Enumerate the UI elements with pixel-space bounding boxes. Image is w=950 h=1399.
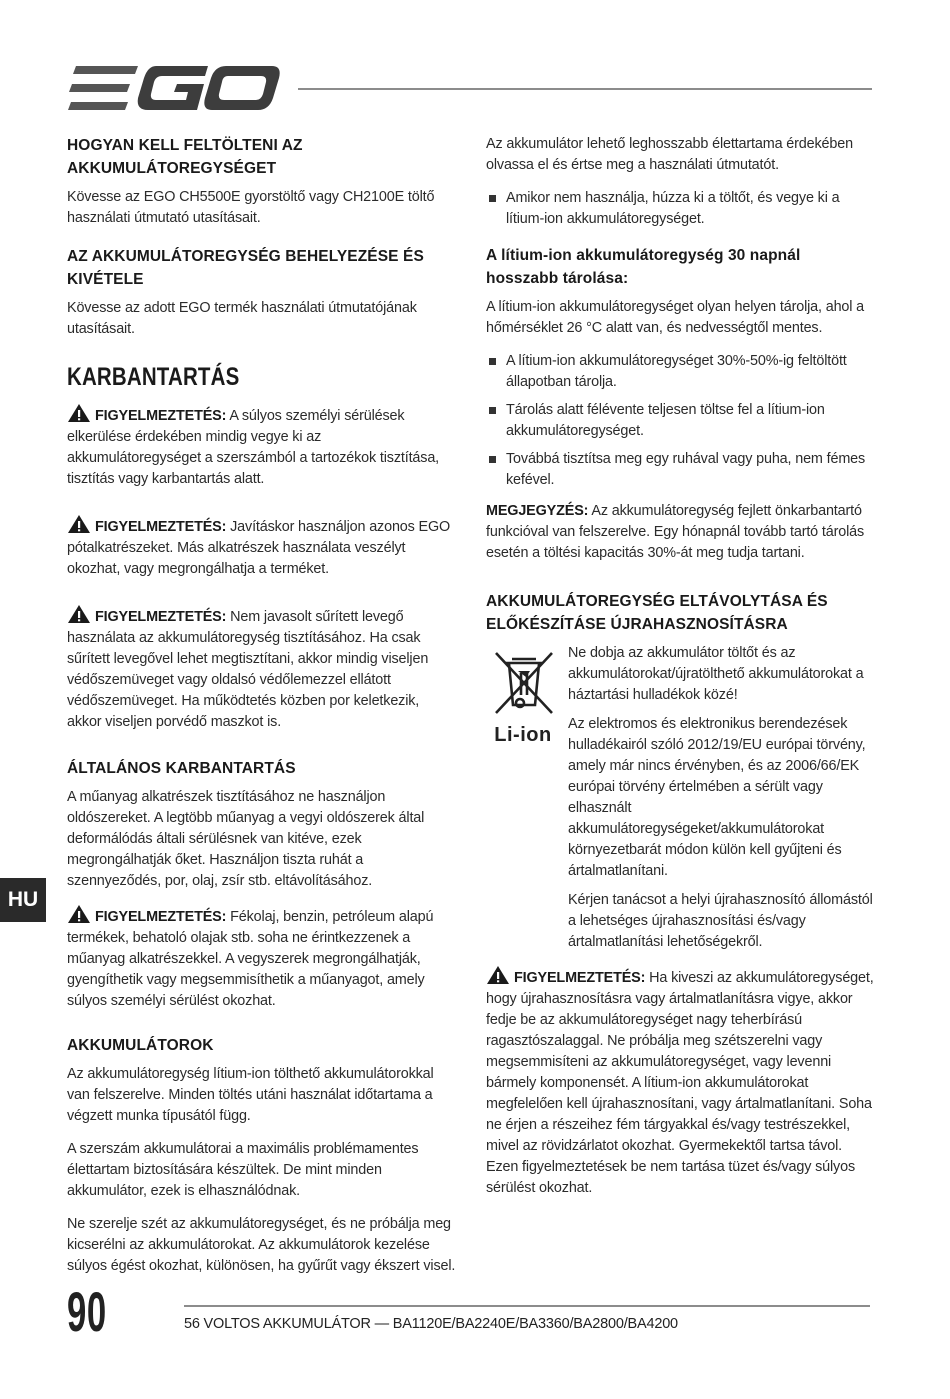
bullet-square-icon	[489, 358, 496, 365]
warning-2	[67, 514, 457, 580]
warning-4-text: Fékolaj, benzin, petróleum alapú termékek, behatoló olajak stb. soha ne érintkezzenek a műanyag alkatrészekkel. A vegyszerek megrongálhatják, gyengíthetik vagy megsemmisíthetik a műanyagot, amely súlyos személyi sérülést okozhat.	[67, 909, 434, 1009]
warning-icon	[67, 904, 91, 924]
list-item	[486, 400, 876, 442]
batteries-text-1: Az akkumulátoregység lítium-ion tölthető akkumulátorokkal van felszerelve. Minden töltés utáni használat időtartama a végzett munka típusától függ.	[67, 1066, 434, 1124]
storage-text: A lítium-ion akkumulátoregységet olyan helyen tárolja, ahol a hőmérséklet 26 °C alatt van, és nedvességtől mentes.	[486, 299, 865, 336]
warning-icon	[486, 965, 510, 985]
recycling-text	[568, 643, 876, 953]
warning-label: FIGYELMEZTETÉS:	[95, 609, 227, 625]
batteries-text-3: Ne szerelje szét az akkumulátoregységet, és ne próbálja meg kicserélni az akkumulátorokat. Az akkumulátorok kezelése súlyos égést okozhat, különösen, ha gyűrűt vagy ékszert visel.	[67, 1216, 456, 1274]
recycling-heading: AKKUMULÁTOREGYSÉG ELTÁVOLYTÁSA ÉS ELŐKÉSZÍTÁSE ÚJRAHASZNOSÍTÁSRA	[486, 593, 828, 633]
header-rule	[298, 88, 872, 90]
warning-label: FIGYELMEZTETÉS:	[95, 408, 227, 424]
warning-icon	[67, 403, 91, 423]
list-item-text: Tárolás alatt félévente teljesen töltse fel a lítium-ion akkumulátoregységet.	[506, 402, 825, 439]
warning-label: FIGYELMEZTETÉS:	[514, 970, 646, 986]
warning-1	[67, 403, 457, 490]
crossed-out-bin-icon	[486, 645, 560, 717]
ego-logo	[68, 66, 280, 110]
right-column	[486, 134, 876, 1211]
bullet-list-1	[486, 188, 876, 230]
page-number: 90	[67, 1280, 107, 1343]
note	[486, 501, 876, 564]
maintenance-title: KARBANTARTÁS	[67, 363, 240, 391]
recycling-text-3: Kérjen tanácsot a helyi újrahasznosító állomástól a lehetséges újrahasznosítási és/vagy ártalmatlanítási lehetőségekről.	[568, 892, 873, 950]
warning-5	[486, 965, 876, 1199]
list-item-text: A lítium-ion akkumulátoregységet 30%-50%-ig feltöltött állapotban tárolja.	[506, 353, 847, 390]
recycling-text-2: Az elektromos és elektronikus berendezések hulladékairól szóló 2012/19/EU európai törvény, amely már nincs érvényben, és az 2006/66/EK európai törvény értelmében a sérült vagy elhasznált akkumulátoregységeket/akkumulátorokat környezetbarát módon külön kell gyűjteni és ártalmatlanítani.	[568, 716, 866, 879]
warning-label: FIGYELMEZTETÉS:	[95, 909, 227, 925]
note-label: MEGJEGYZÉS:	[486, 503, 589, 519]
list-item-text: Továbbá tisztítsa meg egy ruhával vagy puha, nem fémes kefével.	[506, 451, 866, 488]
list-item	[486, 188, 876, 230]
warning-1-text: A súlyos személyi sérülések elkerülése érdekében mindig vegye ki az akkumulátoregységet a szerszámból a tartozékok tisztítása, tisztítás vagy karbantartás alatt.	[67, 408, 440, 487]
footer-rule	[184, 1305, 870, 1307]
warning-4	[67, 904, 457, 1012]
batteries-text-2: A szerszám akkumulátorai a maximális problémamentes élettartam biztosítására készültek. De mint minden akkumulátor, ezek is elhasználódnak.	[67, 1141, 419, 1199]
lifetime-text: Az akkumulátor lehető leghosszabb élettartama érdekében olvassa el és értse meg a használati útmutatót.	[486, 136, 853, 173]
warning-icon	[67, 514, 91, 534]
general-maintenance-text: A műanyag alkatrészek tisztításához ne használjon oldószereket. A legtöbb műanyag a vegyi oldószerek által deformálódás általi sérülésnek van kitéve, ezek megrongálhatják őket. Használjon tiszta ruhát a szennyeződés, por, olaj, zsír stb. eltávolításához.	[67, 789, 425, 889]
insert-remove-text: Kövesse az adott EGO termék használati útmutatójának utasításait.	[67, 300, 417, 337]
bullet-square-icon	[489, 195, 496, 202]
language-tab: HU	[0, 878, 46, 922]
recycling-text-1: Ne dobja az akkumulátor töltőt és az akkumulátorokat/újratölthető akkumulátorokat a háztartási hulladékok közé!	[568, 645, 864, 703]
list-item	[486, 449, 876, 491]
note-text: Az akkumulátoregység fejlett önkarbantartó funkcióval van felszerelve. Egy hónapnál tovább tartó tárolás esetén a töltési kapacitás 30%-át meg tudja tartani.	[486, 503, 865, 561]
warning-icon	[67, 604, 91, 624]
footer-text: 56 VOLTOS AKKUMULÁTOR — BA1120E/BA2240E/BA3360/BA2800/BA4200	[184, 1316, 678, 1332]
list-item	[486, 351, 876, 393]
charging-heading: HOGYAN KELL FELTÖLTENI AZ AKKUMULÁTOREGYSÉGET	[67, 137, 303, 177]
list-item-text: Amikor nem használja, húzza ki a töltőt, és vegye ki a lítium-ion akkumulátoregységet.	[506, 190, 840, 227]
recycling-block	[486, 643, 876, 953]
warning-3	[67, 604, 457, 733]
batteries-heading: AKKUMULÁTOROK	[67, 1037, 214, 1054]
warning-5-text: Ha kiveszi az akkumulátoregységet, hogy újrahasznosításra vagy ártalmatlanításra vigye, akkor fedje be az akkumulátoregységet nagy teherbírású ragasztószalaggal. Ne próbálja meg szétszerelni vagy megsemmisíteni az akkumulátoregységet, vagy levenni bármely komponensét. A lítium-ion akkumulátorokat megfelelően kell újrahasznosítani, vagy ártalmatlanítani. Soha ne érjen a részeihez fém tárgyakkal és/vagy testrészekkel, mivel az rövidzárlatot okozhat. Gyermekektől tartsa távol. Ezen figyelmeztetések be nem tartása tüzet és/vagy súlyos sérülést okozhat.	[486, 970, 874, 1196]
storage-heading: A lítium-ion akkumulátoregység 30 napnál hosszabb tárolása:	[486, 247, 801, 287]
charging-text: Kövesse az EGO CH5500E gyorstöltő vagy CH2100E töltő használati útmutató utasításait.	[67, 189, 435, 226]
warning-3-text: Nem javasolt sűrített levegő használata az akkumulátoregység tisztításához. Ha csak sűrített levegővel lehet megtisztítani, akkor mindig viseljen védőszemüveget vagy oldalsó védőlemezzel ellátott védőszemüveget. Ha működtetés közben por keletkezik, akkor viseljen porvédő maszkot is.	[67, 609, 429, 730]
left-column	[67, 134, 457, 1289]
bullet-square-icon	[489, 407, 496, 414]
bullet-square-icon	[489, 456, 496, 463]
insert-remove-heading: AZ AKKUMULÁTOREGYSÉG BEHELYEZÉSE ÉS KIVÉTELE	[67, 248, 424, 288]
warning-label: FIGYELMEZTETÉS:	[95, 519, 227, 535]
li-ion-label: Li-ion	[494, 724, 552, 746]
general-maintenance-heading: ÁLTALÁNOS KARBANTARTÁS	[67, 760, 296, 777]
bullet-list-2	[486, 351, 876, 491]
warning-2-text: Javításkor használjon azonos EGO pótalkatrészeket. Más alkatrészek használata veszélyt okozhat, vagy megrongálhatja a terméket.	[67, 519, 451, 577]
recycling-symbol	[486, 645, 560, 747]
